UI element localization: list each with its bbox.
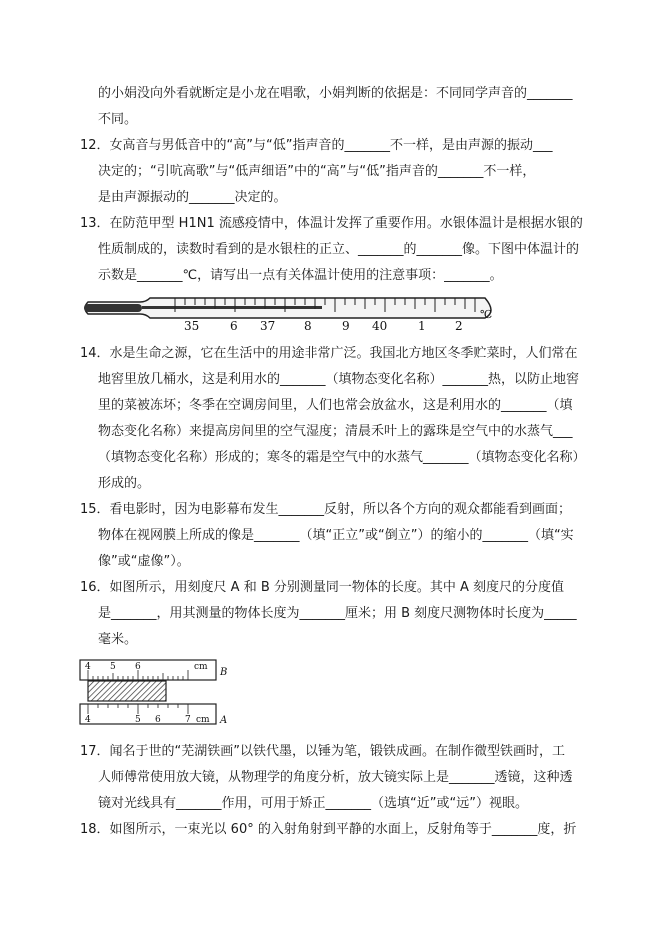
q16-line-3: 毫米。 <box>98 632 138 647</box>
thermo-label-6: 6 <box>230 319 238 333</box>
thermo-unit: ℃ <box>480 308 493 321</box>
q15-line-1: 15．看电影时，因为电影幕布发生_______反射，所以各个方向的观众都能看到画面； <box>80 502 572 517</box>
thermo-label-9: 9 <box>342 319 350 333</box>
q17-line-1: 17．闻名于世的“芜湖铁画”以铁代墨，以锤为笔，锻铁成画。在制作微型铁画时，工 <box>80 744 566 759</box>
thermo-label-40: 40 <box>372 319 388 333</box>
q13-line-1: 13．在防范甲型 H1N1 流感疫情中，体温计发挥了重要作用。水银体温计是根据水银的 <box>80 216 583 231</box>
ruler-a-label-6: 6 <box>155 715 161 725</box>
q13-line-3: 示数是_______℃，请写出一点有关体温计使用的注意事项：_______。 <box>98 268 503 283</box>
thermo-label-1: 1 <box>418 319 426 333</box>
q14-line-1: 14．水是生命之源，它在生活中的用途非常广泛。我国北方地区冬季贮菜时，人们常在 <box>80 346 578 361</box>
ruler-figure <box>78 657 233 733</box>
thermo-label-2: 2 <box>455 319 463 333</box>
ruler-svg <box>78 657 233 733</box>
q14-line-2: 地窖里放几桶水，这是利用水的_______（填物态变化名称）_______热，以防止地窖 <box>98 372 580 387</box>
thermometer-figure <box>80 288 500 336</box>
q15-line-2: 物体在视网膜上所成的像是_______（填“正立”或“倒立”）的缩小的_______（填“实 <box>98 528 574 543</box>
q16-line-1: 16．如图所示，用刻度尺 A 和 B 分别测量同一物体的长度。其中 A 刻度尺的分度值 <box>80 580 565 595</box>
ruler-b-name: B <box>220 667 228 678</box>
ruler-a-label-5: 5 <box>135 715 141 725</box>
text-line-2: 不同。 <box>98 112 138 127</box>
q14-line-3: 里的菜被冻坏；冬季在空调房间里，人们也常会放盆水，这是利用水的_______（填 <box>98 398 573 413</box>
q12-line-1: 12．女高音与男低音中的“高”与“低”指声音的_______不一样，是由声源的振动___ <box>80 138 553 153</box>
ruler-b-label-6: 6 <box>135 662 141 672</box>
q14-line-6: 形成的。 <box>98 476 151 491</box>
thermo-label-37: 37 <box>260 319 276 333</box>
q14-line-4: 物态变化名称）来提高房间里的空气湿度；清晨禾叶上的露珠是空气中的水蒸气___ <box>98 424 573 439</box>
thermo-label-8: 8 <box>304 319 312 333</box>
ruler-a-unit: cm <box>196 715 210 725</box>
q12-line-3: 是由声源振动的_______决定的。 <box>98 190 287 205</box>
q17-line-3: 镜对光线具有_______作用，可用于矫正_______（选填“近”或“远”）视眼。 <box>98 796 528 811</box>
ruler-a-name: A <box>220 715 228 726</box>
q13-line-2: 性质制成的，读数时看到的是水银柱的正立、_______的_______像。下图中体温计的 <box>98 242 580 257</box>
thermo-label-35: 35 <box>184 319 200 333</box>
text-line-1: 的小娟没向外看就断定是小龙在唱歌，小娟判断的依据是：不同同学声音的_______ <box>98 86 573 101</box>
measured-object <box>88 681 166 701</box>
q18-line-1: 18．如图所示，一束光以 60° 的入射角射到平静的水面上，反射角等于_______度，折 <box>80 822 577 837</box>
ruler-a-label-4: 4 <box>85 715 91 725</box>
q17-line-2: 人师傅常使用放大镜，从物理学的角度分析，放大镜实际上是_______透镜，这种透 <box>98 770 573 785</box>
ruler-b-label-5: 5 <box>110 662 116 672</box>
ruler-b-unit: cm <box>194 662 208 672</box>
thermometer-svg <box>80 288 500 336</box>
ruler-b-label-4: 4 <box>85 662 91 672</box>
q16-line-2: 是_______，用其测量的物体长度为_______厘米；用 B 刻度尺测物体时长度为_____ <box>98 606 577 621</box>
q14-line-5: （填物态变化名称）形成的；寒冬的霜是空气中的水蒸气_______（填物态变化名称） <box>98 450 586 465</box>
q12-line-2: 决定的；“引吭高歌”与“低声细语”中的“高”与“低”指声音的_______不一样， <box>98 164 536 179</box>
ruler-a-label-7: 7 <box>185 715 191 725</box>
q15-line-3: 像”或“虚像”）。 <box>98 554 190 569</box>
